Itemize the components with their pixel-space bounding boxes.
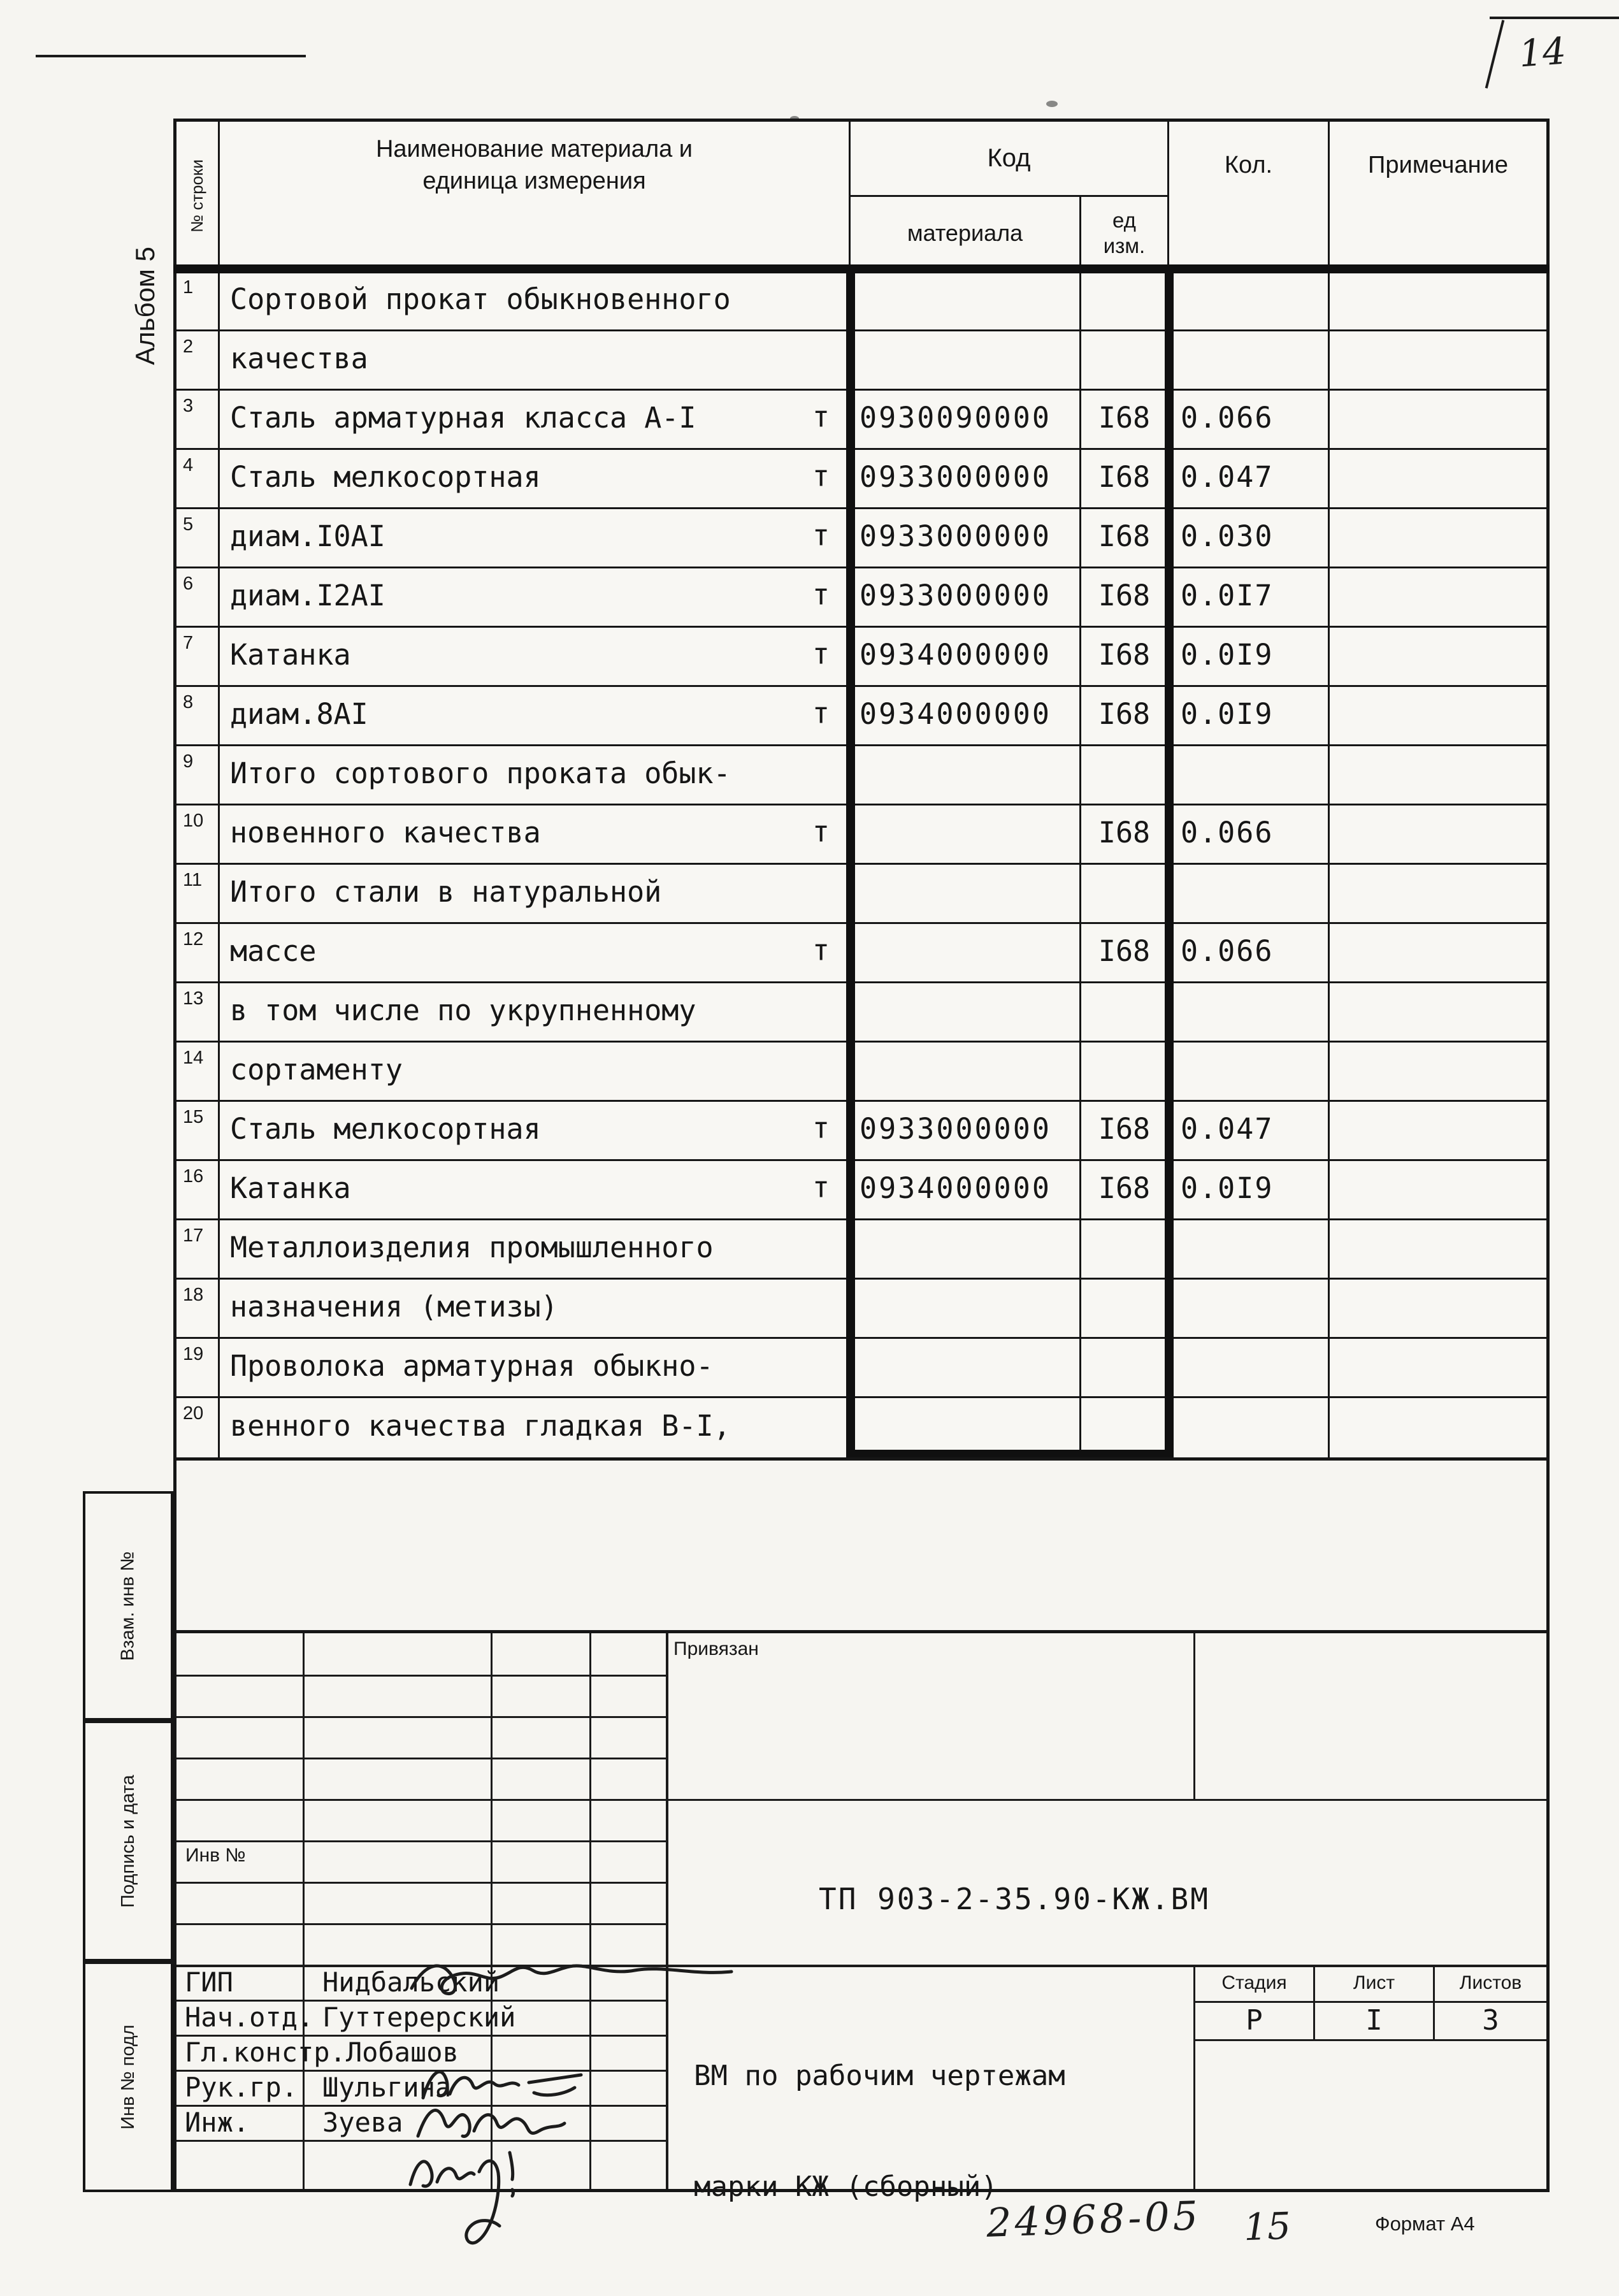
material-code-cell: 0933000000: [851, 450, 1081, 507]
unit-code-cell: [1081, 865, 1169, 922]
grid-line: [176, 1758, 666, 1759]
header-code-subrow: [851, 197, 1167, 270]
top-right-edge-mark: [1490, 17, 1619, 19]
row-number: 17: [176, 1220, 220, 1278]
table-row: [176, 450, 1546, 509]
unit-label: т: [812, 696, 830, 730]
table-row: [176, 983, 1546, 1043]
note-cell: [1330, 805, 1546, 863]
material-code-cell: [851, 1043, 1081, 1100]
grid-line: [176, 1882, 666, 1884]
row-number: 15: [176, 1102, 220, 1159]
header-material-code: материала: [851, 197, 1081, 270]
quantity-cell: 0.047: [1169, 450, 1330, 507]
grid-line: [666, 1799, 1546, 1801]
corner-slash-mark: [1485, 20, 1504, 89]
unit-code-cell: I68: [1081, 628, 1169, 685]
header-quantity: Кол.: [1169, 122, 1330, 270]
scan-speck: [1046, 101, 1058, 107]
row-number: 8: [176, 687, 220, 744]
quantity-cell: [1169, 1339, 1330, 1396]
unit-code-cell: I68: [1081, 687, 1169, 744]
row-number: 20: [176, 1398, 220, 1457]
material-name-cell: Сортовой прокат обыкновенного: [220, 272, 851, 329]
thick-vertical-rule: [1165, 268, 1174, 1457]
note-cell: [1330, 1339, 1546, 1396]
quantity-cell: [1169, 1398, 1330, 1457]
sheets-header: Листов: [1459, 1972, 1522, 1993]
note-cell: [1330, 568, 1546, 626]
material-name-cell: Катанка т: [220, 1161, 851, 1218]
table-row: [176, 1398, 1546, 1457]
table-row: [176, 805, 1546, 865]
unit-code-cell: [1081, 272, 1169, 329]
frame-line-left: [173, 1458, 176, 1631]
table-row: [176, 1280, 1546, 1339]
material-code-cell: 0934000000: [851, 687, 1081, 744]
thick-header-rule: [173, 264, 1550, 273]
unit-code-cell: [1081, 1220, 1169, 1278]
note-cell: [1330, 983, 1546, 1041]
quantity-cell: 0.066: [1169, 805, 1330, 863]
header-note: Примечание: [1368, 151, 1508, 178]
table-row: [176, 509, 1546, 568]
header-code-group: [851, 122, 1169, 270]
row-number: 16: [176, 1161, 220, 1218]
row-number: 14: [176, 1043, 220, 1100]
top-left-mark: [36, 55, 306, 57]
handwritten-doc-number: 24968-05: [985, 2192, 1202, 2246]
note-cell: [1330, 1102, 1546, 1159]
material-name-cell: массе т: [220, 924, 851, 981]
row-number: 10: [176, 805, 220, 863]
note-cell: [1330, 391, 1546, 448]
album-label: Альбом 5: [130, 247, 160, 365]
row-number: 5: [176, 509, 220, 567]
sheet-header: Лист: [1353, 1972, 1395, 1993]
signer-name: Лобашов: [345, 2037, 459, 2068]
stage-header: Стадия: [1221, 1972, 1287, 1993]
margin-box-vzam-inv: Взам. инв №: [83, 1491, 173, 1721]
handwritten-sheet-number: 15: [1242, 2204, 1292, 2249]
unit-code-cell: I68: [1081, 450, 1169, 507]
grid-line: [176, 1675, 666, 1677]
table-row: [176, 865, 1546, 924]
table-row: [176, 924, 1546, 983]
quantity-cell: 0.030: [1169, 509, 1330, 567]
unit-code-cell: I68: [1081, 391, 1169, 448]
note-cell: [1330, 1280, 1546, 1337]
row-number: 18: [176, 1280, 220, 1337]
material-code-cell: [851, 746, 1081, 804]
row-number: 2: [176, 331, 220, 389]
signer-name: Зуева: [322, 2107, 403, 2138]
table-row: [176, 1043, 1546, 1102]
material-name-cell: венного качества гладкая В-I,: [220, 1398, 851, 1457]
material-code-cell: [851, 865, 1081, 922]
material-name-cell: Сталь мелкосортная т: [220, 450, 851, 507]
material-name-cell: Сталь мелкосортная т: [220, 1102, 851, 1159]
grid-line: [176, 1799, 666, 1801]
material-code-cell: [851, 805, 1081, 863]
grid-line: [666, 1633, 668, 2189]
quantity-cell: 0.0I7: [1169, 568, 1330, 626]
note-cell: [1330, 1398, 1546, 1457]
format-label: Формат А4: [1375, 2213, 1475, 2235]
header-material-name-line1: Наименование материала и: [375, 136, 693, 162]
quantity-cell: [1169, 746, 1330, 804]
unit-label: т: [812, 814, 830, 849]
unit-label: т: [812, 459, 830, 493]
unit-code-cell: [1081, 1280, 1169, 1337]
quantity-cell: 0.066: [1169, 391, 1330, 448]
material-name-cell: назначения (метизы): [220, 1280, 851, 1337]
margin-box-inv-podl: Инв № подл: [83, 1961, 173, 2192]
material-code-cell: 0933000000: [851, 568, 1081, 626]
grid-line: [1193, 2039, 1546, 2041]
signer-row: Инж. Зуева: [185, 2107, 403, 2138]
note-cell: [1330, 1043, 1546, 1100]
table-row: [176, 628, 1546, 687]
material-code-cell: 0933000000: [851, 509, 1081, 567]
material-code-cell: 0930090000: [851, 391, 1081, 448]
grid-line: [176, 2140, 666, 2142]
unit-code-cell: [1081, 1398, 1169, 1457]
quantity-cell: [1169, 983, 1330, 1041]
sheet-value: I: [1365, 2004, 1383, 2037]
note-cell: [1330, 1161, 1546, 1218]
unit-label: т: [812, 577, 830, 612]
material-name-cell: в том числе по укрупненному: [220, 983, 851, 1041]
quantity-cell: [1169, 1280, 1330, 1337]
row-number: 11: [176, 865, 220, 922]
note-cell: [1330, 687, 1546, 744]
header-row-number: № строки: [176, 122, 220, 270]
material-code-cell: 0934000000: [851, 1161, 1081, 1218]
note-cell: [1330, 628, 1546, 685]
material-name-cell: Сталь арматурная класса А-I т: [220, 391, 851, 448]
header-unit-code: ед изм.: [1103, 208, 1146, 257]
material-code-cell: [851, 924, 1081, 981]
table-row: [176, 568, 1546, 628]
note-cell: [1330, 272, 1546, 329]
row-number: 12: [176, 924, 220, 981]
sheets-value: 3: [1482, 2004, 1499, 2037]
quantity-cell: 0.066: [1169, 924, 1330, 981]
table-row: [176, 1102, 1546, 1161]
note-cell: [1330, 1220, 1546, 1278]
frame-line-right: [1546, 1458, 1550, 1631]
header-code: Код: [851, 122, 1167, 197]
quantity-cell: 0.0I9: [1169, 1161, 1330, 1218]
quantity-cell: [1169, 1220, 1330, 1278]
material-name-cell: Итого сортового проката обык-: [220, 746, 851, 804]
row-number: 7: [176, 628, 220, 685]
material-code-cell: [851, 1220, 1081, 1278]
signer-row: ГИП Нидбальский: [185, 1967, 500, 1998]
unit-code-cell: [1081, 1043, 1169, 1100]
note-cell: [1330, 924, 1546, 981]
grid-line: [176, 1716, 666, 1718]
table-row: [176, 331, 1546, 391]
material-name-cell: Металлоизделия промышленного: [220, 1220, 851, 1278]
material-name-cell: Катанка т: [220, 628, 851, 685]
table-row: [176, 1339, 1546, 1398]
header-material-name: [220, 122, 851, 270]
margin-box-podpis-data: Подпись и дата: [83, 1721, 173, 1961]
unit-label: т: [812, 518, 830, 552]
table-row: [176, 746, 1546, 805]
unit-code-cell: [1081, 1339, 1169, 1396]
signer-name: Шульгина: [322, 2072, 452, 2103]
document-designation: ТП 903-2-35.90-КЖ.ВМ: [819, 1882, 1210, 1916]
unit-code-cell: [1081, 983, 1169, 1041]
row-number: 4: [176, 450, 220, 507]
materials-table: [173, 119, 1550, 1461]
row-number: 6: [176, 568, 220, 626]
material-code-cell: [851, 331, 1081, 389]
table-header: [176, 122, 1546, 272]
row-number: 13: [176, 983, 220, 1041]
unit-code-cell: I68: [1081, 805, 1169, 863]
note-cell: [1330, 865, 1546, 922]
unit-label: т: [812, 1170, 830, 1204]
note-cell: [1330, 509, 1546, 567]
signer-row: Рук.гр. Шульгина: [185, 2072, 452, 2103]
material-code-cell: [851, 983, 1081, 1041]
material-code-cell: [851, 1280, 1081, 1337]
signer-name: Гуттерерский: [322, 2002, 516, 2033]
quantity-cell: [1169, 331, 1330, 389]
unit-label: т: [812, 933, 830, 967]
header-material-name-line2: единица измерения: [422, 168, 646, 194]
quantity-cell: [1169, 865, 1330, 922]
material-code-cell: [851, 272, 1081, 329]
quantity-cell: 0.0I9: [1169, 628, 1330, 685]
material-name-cell: качества: [220, 331, 851, 389]
table-row: [176, 1161, 1546, 1220]
inv-no-label: Инв №: [185, 1845, 246, 1866]
note-cell: [1330, 746, 1546, 804]
material-code-cell: 0934000000: [851, 628, 1081, 685]
document-title: ВМ по рабочим чертежам марки КЖ (сборный): [694, 2060, 1065, 2203]
material-code-cell: [851, 1339, 1081, 1396]
material-name-cell: диам.I0АI т: [220, 509, 851, 567]
unit-label: т: [812, 637, 830, 671]
grid-line: [176, 1923, 666, 1925]
unit-code-cell: I68: [1081, 924, 1169, 981]
material-name-cell: Проволока арматурная обыкно-: [220, 1339, 851, 1396]
material-name-cell: диам.I2АI т: [220, 568, 851, 626]
material-code-cell: 0933000000: [851, 1102, 1081, 1159]
title-block: [173, 1630, 1550, 2203]
table-body: [176, 272, 1546, 1457]
table-row: [176, 391, 1546, 450]
unit-label: т: [812, 400, 830, 434]
note-cell: [1330, 331, 1546, 389]
material-name-cell: новенного качества т: [220, 805, 851, 863]
row-number: 19: [176, 1339, 220, 1396]
stage-value: Р: [1246, 2004, 1263, 2037]
quantity-cell: [1169, 272, 1330, 329]
thick-vertical-rule: [846, 268, 855, 1457]
table-row: [176, 272, 1546, 331]
grid-line: [176, 1840, 666, 1842]
unit-code-cell: I68: [1081, 1102, 1169, 1159]
privyazan-label: Привязан: [673, 1638, 759, 1659]
quantity-cell: 0.047: [1169, 1102, 1330, 1159]
material-code-cell: [851, 1398, 1081, 1457]
note-cell: [1330, 450, 1546, 507]
material-name-cell: сортаменту: [220, 1043, 851, 1100]
handwritten-page-number: 14: [1517, 29, 1568, 76]
material-name-cell: Итого стали в натуральной: [220, 865, 851, 922]
unit-code-cell: [1081, 746, 1169, 804]
unit-label: т: [812, 1111, 830, 1145]
table-row: [176, 1220, 1546, 1280]
row-number: 3: [176, 391, 220, 448]
quantity-cell: 0.0I9: [1169, 687, 1330, 744]
unit-code-cell: I68: [1081, 509, 1169, 567]
material-name-cell: диам.8АI т: [220, 687, 851, 744]
unit-code-cell: I68: [1081, 568, 1169, 626]
grid-line: [1193, 1633, 1195, 1799]
signer-name: Нидбальский: [322, 1967, 500, 1998]
signer-row: Нач.отд. Гуттерерский: [185, 2002, 516, 2033]
table-row: [176, 687, 1546, 746]
unit-code-cell: I68: [1081, 1161, 1169, 1218]
unit-code-cell: [1081, 331, 1169, 389]
quantity-cell: [1169, 1043, 1330, 1100]
row-number: 9: [176, 746, 220, 804]
row-number: 1: [176, 272, 220, 329]
signer-row: Гл.констр. Лобашов: [185, 2037, 459, 2068]
thick-bottom-rule: [846, 1450, 1174, 1457]
